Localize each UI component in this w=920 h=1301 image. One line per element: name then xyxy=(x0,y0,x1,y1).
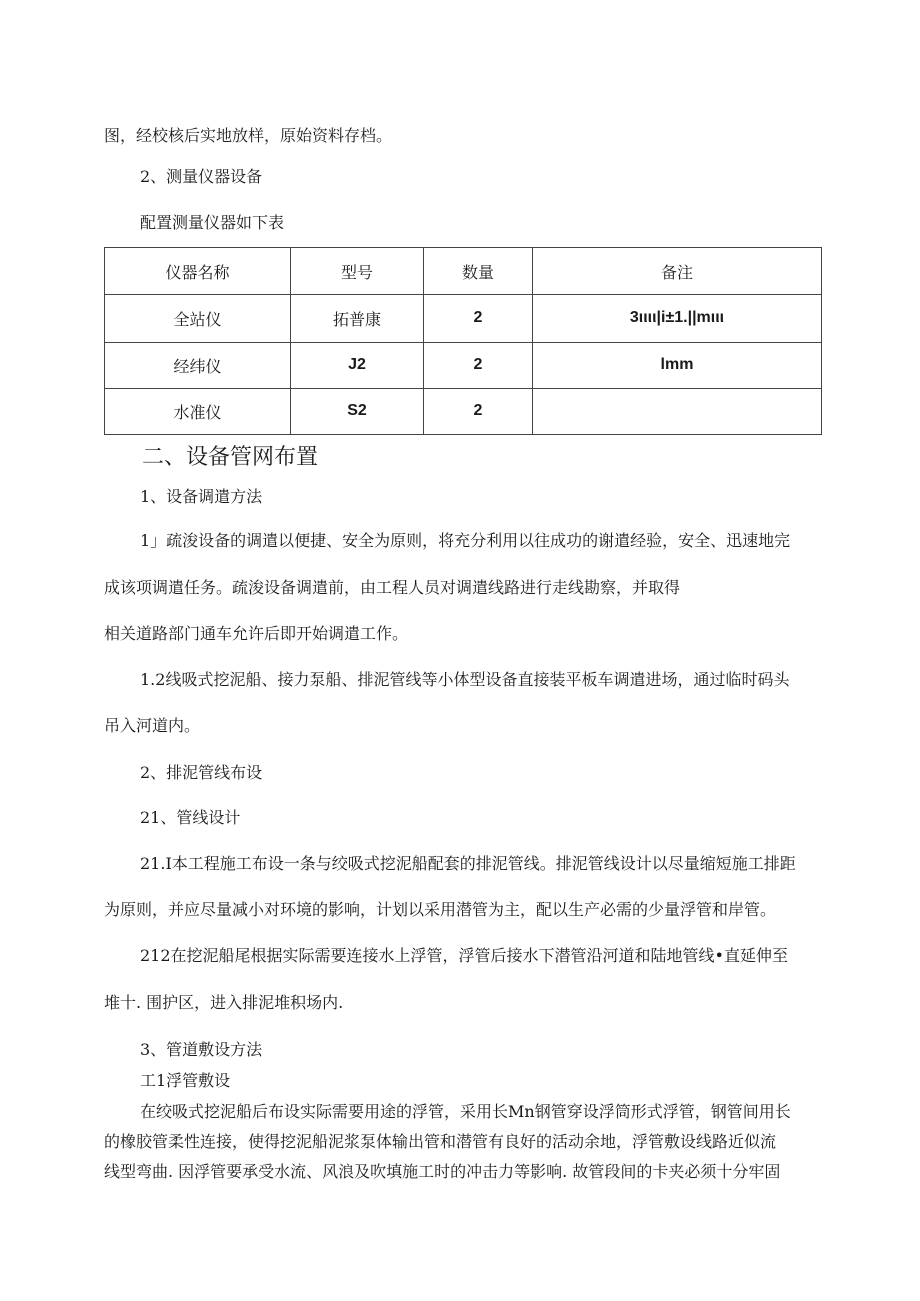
paragraph-line: 212在挖泥船尾根据实际需要连接水上浮管，浮管后接水下潜管沿河道和陆地管线•直延伸至 xyxy=(140,946,788,965)
table-row xyxy=(105,388,821,434)
instrument-table xyxy=(104,247,822,435)
paragraph-line: 成该项调遣任务。疏浚设备调遣前，由工程人员对调遣线路进行走线勘察，并取得 xyxy=(104,578,681,597)
section-title: 2、排泥管线布设 xyxy=(140,763,263,782)
cell-remarks: 3ιιιι|i±1.||mιιι xyxy=(629,309,725,326)
cell-quantity: 2 xyxy=(424,342,533,388)
cell-name: 经纬仪 xyxy=(105,342,291,388)
cell-name: 水准仪 xyxy=(105,388,291,434)
cell-remarks xyxy=(533,388,821,434)
chapter-heading: 二、设备管网布置 xyxy=(142,445,319,470)
cell-name: 全站仪 xyxy=(105,294,291,342)
section-title-instruments: 2、测量仪器设备 xyxy=(140,167,263,186)
paragraph-line: 吊入河道内。 xyxy=(104,716,201,735)
paragraph-line: 堆十. 围护区，进入排泥堆积场内. xyxy=(104,993,344,1012)
paragraph-line: 为原则，并应尽量减小对环境的影响，计划以采用潜管为主，配以生产必需的少量浮管和岸管。 xyxy=(104,900,777,919)
cell-remarks: lmm xyxy=(660,356,694,373)
paragraph-line: 在绞吸式挖泥船后布设实际需要用途的浮管，采用长Mn钢管穿设浮筒形式浮管，钢管间用长 xyxy=(140,1102,791,1121)
paragraph-line: 1」疏浚设备的调遣以便捷、安全为原则，将充分利用以往成功的谢遣经验，安全、迅速地完 xyxy=(140,531,791,550)
table-row xyxy=(105,294,821,343)
table-row xyxy=(105,342,821,389)
header-name: 仪器名称 xyxy=(105,248,291,294)
header-remarks: 备注 xyxy=(660,262,693,282)
section-title: 工1浮管敷设 xyxy=(140,1071,231,1090)
table-intro: 配置测量仪器如下表 xyxy=(140,213,285,232)
paragraph-line: 相关道路部门通车允许后即开始调遣工作。 xyxy=(104,624,409,643)
cell-quantity: 2 xyxy=(424,294,533,342)
section-title: 1、设备调遣方法 xyxy=(140,487,263,506)
cell-model: J2 xyxy=(291,342,424,388)
paragraph-line: 的橡胶管柔性连接，使得挖泥船泥浆泵体输出管和潜管有良好的活动余地，浮管敷设线路近似流 xyxy=(104,1132,777,1151)
cell-quantity: 2 xyxy=(424,388,533,434)
section-title: 3、管道敷设方法 xyxy=(140,1040,263,1059)
header-quantity: 数量 xyxy=(424,248,533,294)
cell-model: S2 xyxy=(291,388,424,434)
table-header-row xyxy=(105,248,821,295)
section-title: 21、管线设计 xyxy=(140,808,241,827)
paragraph-line: 线型弯曲. 因浮管要承受水流、风浪及吹填施工时的冲击力等影响. 故管段间的卡夹必须十分牢固 xyxy=(104,1162,781,1181)
header-model: 型号 xyxy=(291,248,424,294)
paragraph-line: 1.2线吸式挖泥船、接力泵船、排泥管线等小体型设备直接装平板车调遣进场，通过临时码头 xyxy=(140,670,790,689)
cell-model: 拓普康 xyxy=(291,294,424,342)
paragraph-line: 21.I本工程施工布设一条与绞吸式挖泥船配套的排泥管线。排泥管线设计以尽量缩短施工排距 xyxy=(140,854,796,873)
line-1: 图，经校核后实地放样，原始资料存档。 xyxy=(104,126,393,145)
